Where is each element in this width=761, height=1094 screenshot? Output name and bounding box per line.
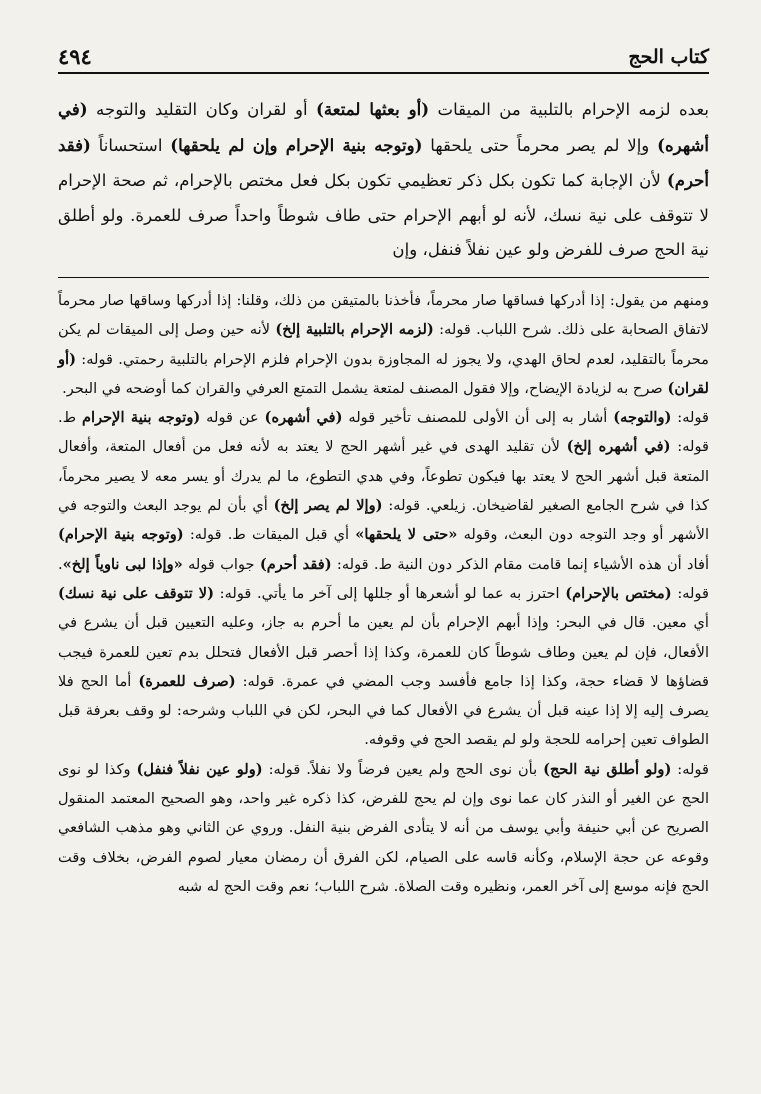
matn-quote: (فقد أحرم) (58, 134, 709, 191)
text-run: ط. قوله: (58, 409, 709, 456)
text-run: وكذا لو نوى الحج عن الغير أو النذر كان عما نوى وإن لم يحج للفرض، كذا ذكره غير واحد، وهو الصحيح المعتمد المنقول الصريح عن أبي حنيفة وأبي يوسف من أنه لا يتأدى الفرض بنية النفل. وروي عن الثاني وهو مذهب الشافعي وقوعه عن حجة الإسلام، وكأنه قاسه على الصيام، لكن الفرق أن رمضان معيار لصوم الفرض، بخلاف وقت الحج فإنه موسع إلى آخر العمر، ونظيره وقت الصلاة. شرح اللباب؛ نعم وقت الحج له شبه (58, 760, 709, 895)
commentary-text (58, 286, 709, 901)
text-run: جواب قوله (182, 555, 260, 573)
text-run: لأن تقليد الهدى في غير أشهر الحج لا يعتد به لأنه فعل من أفعال المتعة، وأفعال المتعة قبل أشهر الحج لا يعتد بها فيكون تطوعاً، وفي هدي التطوع، ما لم يدرك أو يسر معه لا يصير محرماً، كذا في شرح الجامع الصغير لقاضيخان. زيلعي. قوله: (58, 438, 709, 515)
text-run: استحساناً (90, 135, 171, 155)
matn-quote: (وتوجه بنية الإحرام وإن لم يلحقها) (170, 134, 423, 155)
quoted-phrase: (وتوجه بنية الإحرام (82, 409, 201, 427)
text-run: احترز به عما لو أشعرها أو جللها إلى آخر ما يأتي. قوله: (214, 584, 566, 602)
text-run: أشار به إلى أن الأولى للمصنف تأخير قوله (342, 409, 614, 427)
section-divider (58, 277, 709, 278)
quoted-phrase: (صرف للعمرة) (138, 672, 236, 690)
text-run: أو لقران وكان التقليد والتوجه (87, 100, 317, 119)
text-run: بعده لزمه الإحرام بالتلبية من الميقات (429, 100, 709, 119)
text-run: وإلا لم يصر محرماً حتى يلحقها (422, 135, 658, 155)
matn-quote: (أو بعثها لمتعة) (316, 99, 430, 119)
text-run: . قوله: (58, 555, 710, 602)
commentary-paragraph (58, 286, 709, 403)
quoted-phrase: (ولو عين نفلاً فنفل) (136, 760, 263, 778)
text-run: أي معين. قال في البحر: وإذا أبهم الإحرام بأن لم يعين ما أحرم به جاز، وعليه التعيين قبل أن يشرع في الأفعال، فإن لم يعين وطاف شوطاً كان للعمرة، وكذا إذا أحصر قبل الأفعال فتحلل بدم تعين للعمرة فيجب قضاؤها لا قضاء حجة، وكذا إذا جامع فأفسد وجب المضي في عمرة. قوله: (58, 614, 710, 690)
text-run: قوله: (671, 409, 709, 427)
quoted-phrase: (في أشهره) (264, 409, 343, 427)
text-run: عن قوله (200, 409, 265, 427)
quoted-phrase: (وتوجه بنية الإحرام) (58, 526, 184, 544)
text-run: قوله: (671, 760, 710, 778)
text-run: لأنه حين وصل إلى الميقات لم يكن محرماً بالتقليد، لعدم لحاق الهدي، ولا يجوز له المجاوزة بدون الإحرام فلزم الإحرام بالتلبية رحمتي. قوله: (58, 321, 709, 368)
text-run: أي بأن لم يوجد البعث والتوجه في الأشهر أو وجد التوجه دون البعث، وقوله (58, 497, 710, 544)
quoted-phrase: «حتى لا يلحقها» (355, 526, 458, 544)
main-text (58, 92, 709, 268)
quoted-phrase: «وإذا لبى ناوياً إلخ» (62, 555, 183, 573)
quoted-phrase: (في أشهره إلخ) (566, 438, 671, 456)
quoted-phrase: (وإلا لم يصر إلخ) (273, 497, 383, 515)
matn-quote: (في أشهره) (58, 99, 709, 155)
running-title: كتاب الحج (628, 46, 709, 68)
text-run: صرح به لزيادة الإيضاح، وإلا فقول المصنف لمتعة يشمل التمتع العرفي والقران كما أوضحه في البحر. (62, 379, 668, 397)
text-run: لأن الإجابة كما تكون بكل ذكر تعظيمي تكون بكل فعل مختص بالإحرام، ثم صحة الإحرام لا تتوقف على نية نسك، لأنه لو أبهم الإحرام حتى طاف شوطاً واحداً صرف للعمرة. ولو أطلق نية الحج صرف للفرض ولو عين نفلاً فنفل، وإن (58, 171, 709, 260)
text-run: أفاد أن هذه الأشياء إنما قامت مقام الذكر دون النية ط. قوله: (331, 555, 710, 573)
commentary-paragraph (58, 403, 709, 755)
text-run: أي قبل الميقات ط. قوله: (183, 526, 356, 544)
quoted-phrase: (والتوجه) (613, 409, 672, 427)
text-run: بأن نوى الحج ولم يعين فرضاً ولا نفلاً. قوله: (262, 760, 544, 778)
main-paragraph (58, 92, 709, 268)
commentary-paragraph (58, 755, 709, 901)
page-header (58, 42, 709, 76)
quoted-phrase: (فقد أحرم) (259, 555, 332, 573)
text-run: أما الحج فلا يصرف إليه إلا إذا عينه قبل أن يشرع في الأفعال كما في البحر، لكن في اللباب وشرحه: لو وقف بعرفة قبل الطواف تعين إحرامه للحجة ولو لم يقصد الحج في وقوفه. (58, 672, 709, 749)
quoted-phrase: (ولو أطلق نية الحج) (543, 760, 672, 778)
header-rule (58, 72, 709, 74)
text-run: ومنهم من يقول: إذا أدركها فساقها صار محرماً، فأخذنا بالمتيقن من ذلك، وقلنا: إذا أدركها وساقها صار محرماً لاتفاق الصحابة على ذلك. شرح اللباب. قوله: (58, 292, 709, 339)
page-number: ٤٩٤ (58, 44, 92, 69)
quoted-phrase: (مختص بالإحرام) (565, 584, 672, 602)
quoted-phrase: (لزمه الإحرام بالتلبية إلخ) (275, 321, 434, 339)
quoted-phrase: (أو لقران) (58, 350, 709, 397)
quoted-phrase: (لا تتوقف على نية نسك) (58, 584, 214, 602)
